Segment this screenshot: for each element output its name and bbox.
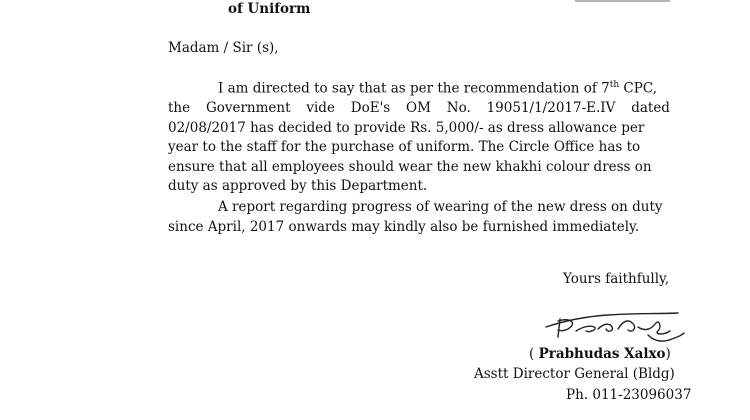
paragraph-2 [168, 198, 670, 237]
signatory-phone: Ph. 011-23096037 [566, 387, 692, 403]
paragraph-2-line-2: since April, 2017 onwards may kindly also be furnished immediately. [168, 218, 640, 235]
word: vide [306, 100, 335, 116]
paragraph-1 [168, 76, 670, 197]
word: the [168, 100, 191, 116]
salutation: Madam / Sir (s), [168, 40, 279, 56]
paragraph-1-line-5: ensure that all employees should wear the new khakhi colour dress on [168, 158, 652, 175]
cut-off-text-top [575, 0, 670, 2]
signatory-name: ( Prabhudas Xalxo) [529, 346, 671, 362]
paragraph-2-line-1: A report regarding progress of wearing of the new dress on duty [218, 199, 663, 215]
paragraph-1-line-6: duty as approved by this Department. [168, 178, 428, 194]
word: No. [446, 100, 471, 116]
word: Government [205, 100, 291, 116]
paragraph-1-line-4: year to the staff for the purchase of uniform. The Circle Office has to [168, 139, 641, 155]
paragraph-1-line-2 [168, 99, 670, 119]
subject-fragment: of Uniform [228, 1, 311, 17]
word: dated [631, 100, 670, 116]
word: DoE's [350, 100, 391, 116]
signatory-designation: Asstt Director General (Bldg) [474, 366, 675, 382]
signature-image [538, 305, 688, 347]
word: 19051/1/2017-E.IV [486, 100, 616, 116]
word: OM [406, 100, 431, 116]
closing: Yours faithfully, [563, 271, 670, 287]
paragraph-1-line-1: I am directed to say that as per the recommendation of 7th CPC, [218, 80, 657, 97]
paragraph-1-line-3: 02/08/2017 has decided to provide Rs. 5,000/- as dress allowance per [168, 119, 645, 136]
